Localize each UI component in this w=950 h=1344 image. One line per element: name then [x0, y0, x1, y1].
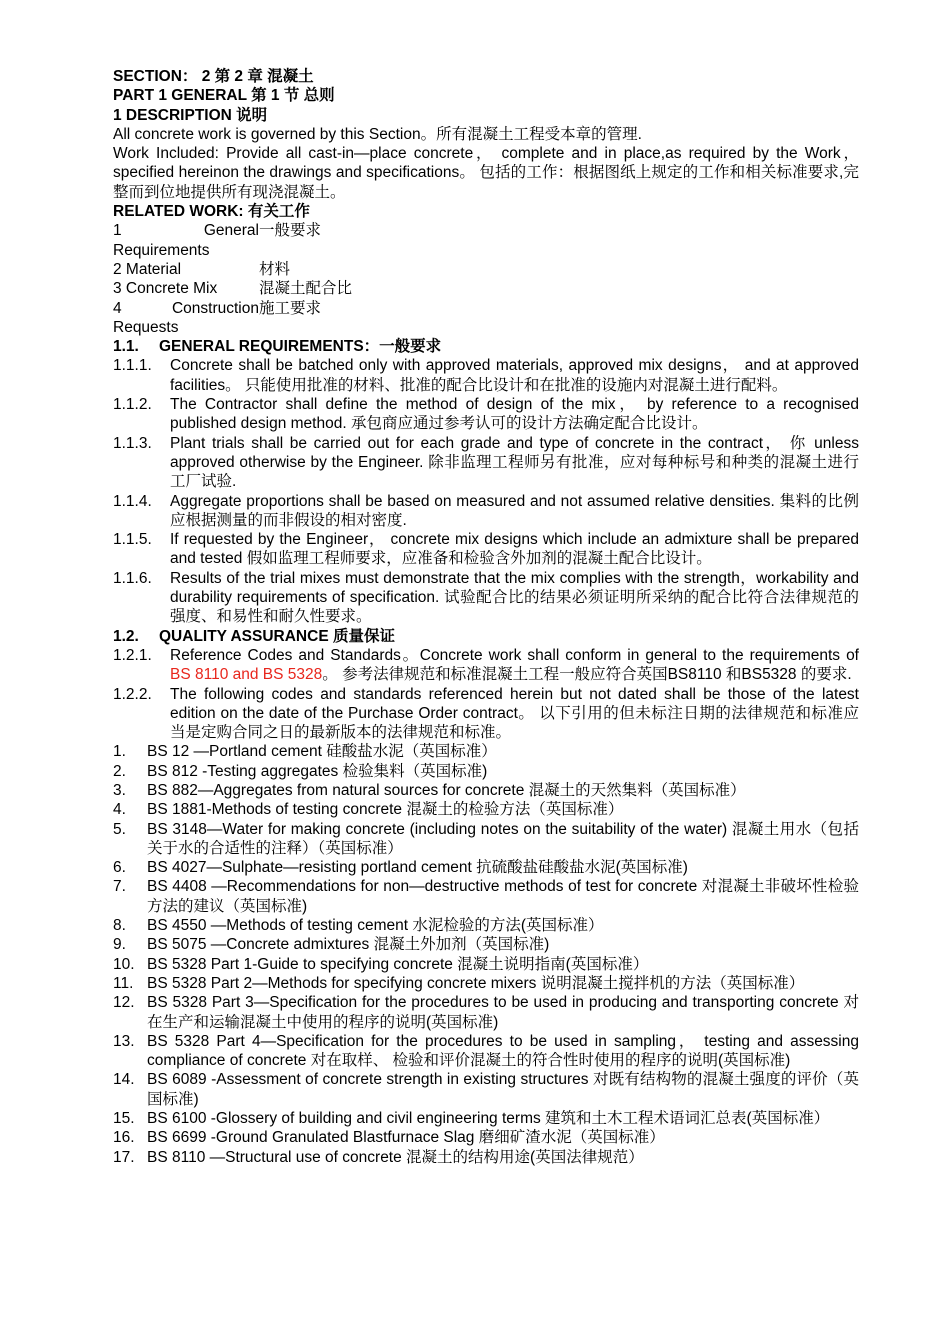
- clause: 1.1.6. Results of the trial mixes must demonstrate that the mix complies with the strength，workability and durability requirements of specification. 试验配合比的结果必须证明所采纳的配合比符合法律规范的强度、和易性和耐久性要求。: [113, 569, 859, 626]
- standard-item: 11. BS 5328 Part 2—Methods for specifying concrete mixers 说明混凝土搅拌机的方法（英国标准）: [113, 974, 805, 992]
- document-page: [113, 67, 859, 1167]
- standard-item: 4. BS 1881-Methods of testing concrete 混凝土的检验方法（英国标准）: [113, 801, 624, 819]
- clause: 1.2.1. Reference Codes and Standards。Concrete work shall conform in general to the requirements of BS 8110 and BS 5328。 参考法律规范和标准混凝土工程一般应符合英国BS8110 和BS5328 的要求.: [113, 646, 859, 684]
- clause: 1.1.2. The Contractor shall define the method of design of the mix， by reference to a recognised published design method. 承包商应通过参考认可的设计方法确定配合比设计。: [113, 396, 859, 433]
- standard-item: 14. BS 6089 -Assessment of concrete strength in existing structures 对既有结构物的混凝土强度的评价（英国标准): [113, 1071, 859, 1108]
- intro-paragraph: All concrete work is governed by this Section。所有混凝土工程受本章的管理.: [113, 125, 642, 143]
- related-item: 3 Concrete Mix 混凝土配合比: [113, 280, 353, 298]
- standard-item: 6. BS 4027—Sulphate—resisting portland cement 抗硫酸盐硅酸盐水泥(英国标准): [113, 859, 688, 877]
- quality-assurance-heading: 1.2. QUALITY ASSURANCE 质量保证: [113, 627, 395, 645]
- part-heading: PART 1 GENERAL 第 1 节 总则: [113, 87, 335, 105]
- general-requirements-heading: 1.1. GENERAL REQUIREMENTS：一般要求: [113, 338, 442, 356]
- standard-item: 12. BS 5328 Part 3—Specification for the procedures to be used in producing and transporting concrete 对在生产和运输混凝土中使用的程序的说明(英国标准): [113, 994, 859, 1031]
- standard-item: 17. BS 8110 —Structural use of concrete 混凝土的结构用途(英国法律规范）: [113, 1148, 644, 1166]
- related-item: 2 Material 材料: [113, 260, 291, 278]
- clause: 1.1.1. Concrete shall be batched only with approved materials, approved mix designs， and at approved facilities。 只能使用批准的材料、批准的配合比设计和在批准的设施内对混凝土进行配料。: [113, 357, 859, 394]
- standard-item: 1. BS 12 —Portland cement 硅酸盐水泥（英国标准）: [113, 743, 497, 761]
- standard-item: 10. BS 5328 Part 1-Guide to specifying concrete 混凝土说明指南(英国标准）: [113, 955, 649, 973]
- standard-item: 15. BS 6100 -Glossery of building and civil engineering terms 建筑和土木工程术语词汇总表(英国标准）: [113, 1110, 830, 1128]
- standard-item: 2. BS 812 -Testing aggregates 检验集料（英国标准): [113, 762, 488, 780]
- standard-item: 9. BS 5075 —Concrete admixtures 混凝土外加剂（英国标准): [113, 936, 550, 954]
- related-item: 4 Construction Requests 施工要求: [113, 299, 322, 336]
- standard-item: 8. BS 4550 —Methods of testing cement 水泥检验的方法(英国标准）: [113, 917, 604, 935]
- highlighted-standards: BS 8110 and BS 5328: [170, 666, 323, 684]
- work-included-paragraph: Work Included: Provide all cast-in—place concrete， complete and in place,as required by the Work， specified hereinon the drawings and specifications。 包括的工作：根据图纸上规定的工作和相关标准要求,完整而到位地提供所有现浇混凝土。: [113, 145, 859, 201]
- description-heading: 1 DESCRIPTION 说明: [113, 106, 268, 124]
- section-heading: SECTION： 2 第 2 章 混凝土: [113, 68, 314, 85]
- standard-item: 5. BS 3148—Water for making concrete (including notes on the suitability of the water) 混凝土用水（包括关于水的合适性的注释）（英国标准）: [113, 820, 859, 857]
- clause: 1.1.3. Plant trials shall be carried out for each grade and type of concrete in the contract， 你 unless approved otherwise by the Engineer. 除非监理工程师另有批准，应对每种标号和种类的混凝土进行工厂试验.: [113, 434, 859, 491]
- related-work-heading: RELATED WORK: 有关工作: [113, 203, 310, 221]
- clause: 1.2.2. The following codes and standards referenced herein but not dated shall be those of the latest edition on the date of the Purchase Order contract。 以下引用的但未标注日期的法律规范和标准应当是定购合同之日的最新版本的法律规范和标准。: [113, 685, 859, 742]
- standard-item: 13. BS 5328 Part 4—Specification for the procedures to be used in sampling， testing and assessing compliance of concrete 对在取样、 检验和评价混凝土的符合性时使用的程序的说明(英国标准): [113, 1032, 859, 1070]
- standard-item: 3. BS 882—Aggregates from natural sources for concrete 混凝土的天然集料（英国标准）: [113, 781, 746, 799]
- clause: 1.1.4. Aggregate proportions shall be based on measured and not assumed relative densities. 集料的比例应根据测量的而非假设的相对密度.: [113, 492, 859, 529]
- standard-item: 7. BS 4408 —Recommendations for non—destructive methods of test for concrete 对混凝土非破坏性检验方法的建议（英国标准): [113, 878, 859, 915]
- clause: 1.1.5. If requested by the Engineer， concrete mix designs which include an admixture shall be prepared and tested 假如监理工程师要求，应准备和检验含外加剂的混凝土配合比设计。: [113, 531, 859, 568]
- standard-item: 16. BS 6699 -Ground Granulated Blastfurnace Slag 磨细矿渣水泥（英国标准）: [113, 1129, 665, 1147]
- related-item: 1 General Requirements 一般要求: [113, 222, 322, 259]
